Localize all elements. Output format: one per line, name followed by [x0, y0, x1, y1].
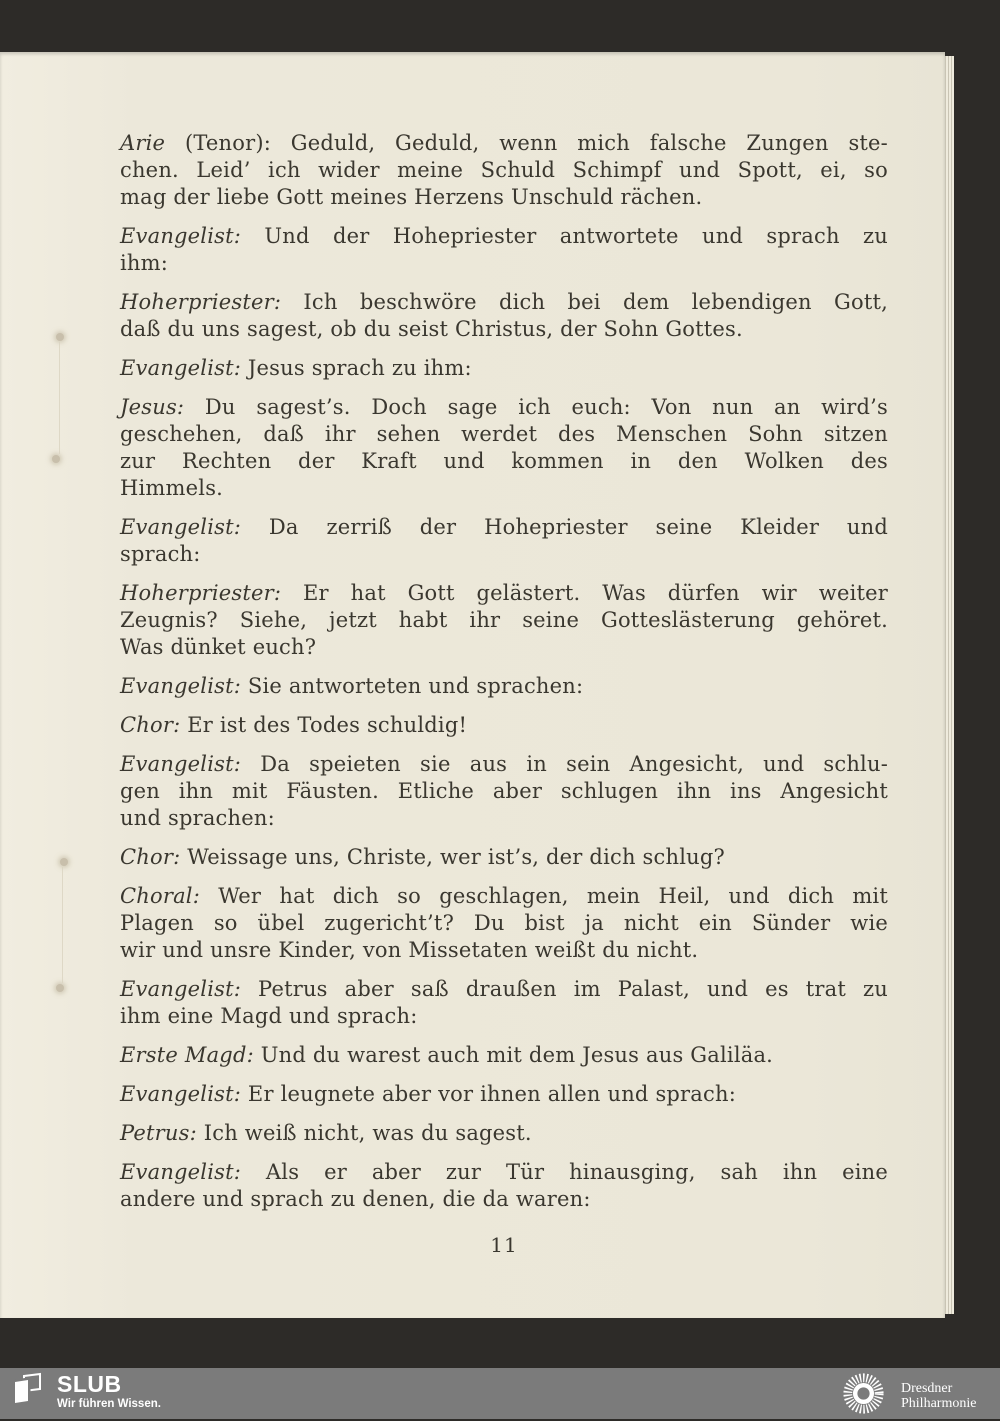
text-line: Evangelist: Petrus aber saß draußen im Palast, und es trat zu	[120, 977, 888, 1001]
text-line: Chor: Weissage uns, Christe, wer ist’s, der dich schlug?	[120, 845, 725, 869]
text-line: Evangelist: Da speieten sie aus in sein Angesicht, und schlu-	[120, 752, 888, 776]
text-line: Evangelist: Als er aber zur Tür hinausging, sah ihn eine	[120, 1160, 888, 1184]
text-line: Jesus: Du sagest’s. Doch sage ich euch: Von nun an wird’s	[120, 395, 888, 419]
text-line: gen ihn mit Fäusten. Etliche aber schlugen ihn ins Angesicht	[120, 779, 888, 803]
paragraph	[120, 976, 888, 1030]
speaker-label: Chor:	[120, 845, 181, 869]
binding-thread	[59, 342, 60, 454]
text-line: Choral: Wer hat dich so geschlagen, mein Heil, und dich mit	[120, 884, 888, 908]
text-line: wir und unsre Kinder, von Missetaten weißt du nicht.	[120, 938, 699, 962]
philharmonie-line2: Philharmonie	[901, 1395, 977, 1411]
slub-tagline: Wir führen Wissen.	[57, 1398, 161, 1410]
paragraph	[120, 289, 888, 343]
speaker-label: Choral:	[120, 884, 200, 908]
speaker-label: Evangelist:	[120, 977, 242, 1001]
paragraph	[120, 1081, 888, 1108]
text-line: Zeugnis? Siehe, jetzt habt ihr seine Gotteslästerung gehöret.	[120, 608, 888, 632]
paragraph	[120, 1159, 888, 1213]
text-line: daß du uns sagest, ob du seist Christus, der Sohn Gottes.	[120, 317, 743, 341]
paragraph	[120, 1042, 888, 1069]
text-line: chen. Leid’ ich wider meine Schuld Schimpf und Spott, ei, so	[120, 158, 888, 182]
text-line: zur Rechten der Kraft und kommen in den Wolken des	[120, 449, 888, 473]
paragraph	[120, 673, 888, 700]
binding-stitch-mark	[56, 333, 64, 341]
text-line: Hoherpriester: Er hat Gott gelästert. Was dürfen wir weiter	[120, 581, 888, 605]
philharmonie-line1: Dresdner	[901, 1380, 953, 1396]
binding-stitch-mark	[60, 858, 68, 866]
speaker-label: Evangelist:	[120, 752, 242, 776]
text-line: Evangelist: Jesus sprach zu ihm:	[120, 356, 472, 380]
paragraph	[120, 1120, 888, 1147]
speaker-voice: (Tenor):	[165, 131, 272, 155]
page-edge-stack	[945, 56, 954, 1314]
text-line: Erste Magd: Und du warest auch mit dem Jesus aus Galiläa.	[120, 1043, 774, 1067]
speaker-label: Evangelist:	[120, 515, 242, 539]
text-line: Evangelist: Da zerriß der Hohepriester seine Kleider und	[120, 515, 888, 539]
text-line: Hoherpriester: Ich beschwöre dich bei dem lebendigen Gott,	[120, 290, 888, 314]
text-line: Chor: Er ist des Todes schuldig!	[120, 713, 468, 737]
paragraph	[120, 844, 888, 871]
speaker-label: Evangelist:	[120, 674, 242, 698]
paragraph	[120, 130, 888, 211]
footer-brand-bar	[0, 1368, 1000, 1419]
open-book-icon	[13, 1372, 41, 1410]
text-line: andere und sprach zu denen, die da waren:	[120, 1187, 591, 1211]
libretto-text	[120, 130, 888, 1225]
text-line: und sprachen:	[120, 806, 275, 830]
page-number: 11	[490, 1233, 518, 1257]
text-line: Evangelist: Und der Hohepriester antwortete und sprach zu	[120, 224, 888, 248]
speaker-label: Hoherpriester:	[120, 581, 282, 605]
text-line: Was dünket euch?	[120, 635, 317, 659]
paragraph	[120, 514, 888, 568]
paragraph	[120, 580, 888, 661]
text-line: ihm:	[120, 251, 169, 275]
paragraph	[120, 394, 888, 502]
text-line: Evangelist: Sie antworteten und sprachen:	[120, 674, 584, 698]
speaker-label: Chor:	[120, 713, 181, 737]
text-line: Himmels.	[120, 476, 224, 500]
paragraph	[120, 355, 888, 382]
scanned-page	[0, 52, 945, 1318]
text-line: mag der liebe Gott meines Herzens Unschuld rächen.	[120, 185, 703, 209]
binding-stitch-mark	[52, 455, 60, 463]
speaker-label: Evangelist:	[120, 1160, 242, 1184]
speaker-label: Erste Magd:	[120, 1043, 254, 1067]
text-line: Petrus: Ich weiß nicht, was du sagest.	[120, 1121, 532, 1145]
paragraph	[120, 712, 888, 739]
starburst-icon	[840, 1370, 887, 1421]
text-line: Evangelist: Er leugnete aber vor ihnen allen und sprach:	[120, 1082, 736, 1106]
text-line: Arie (Tenor): Geduld, Geduld, wenn mich falsche Zungen ste-	[120, 131, 888, 155]
speaker-label: Evangelist:	[120, 356, 242, 380]
speaker-label: Evangelist:	[120, 1082, 242, 1106]
slub-logo	[13, 1372, 161, 1411]
text-line: sprach:	[120, 542, 201, 566]
speaker-label: Jesus:	[120, 395, 185, 419]
speaker-label: Evangelist:	[120, 224, 242, 248]
text-line: Plagen so übel zugericht’t? Du bist ja nicht ein Sünder wie	[120, 911, 888, 935]
paragraph	[120, 223, 888, 277]
binding-thread	[62, 867, 63, 983]
speaker-label: Hoherpriester:	[120, 290, 282, 314]
paragraph	[120, 751, 888, 832]
philharmonie-logo	[840, 1370, 976, 1421]
paragraph	[120, 883, 888, 964]
slub-wordmark: SLUB	[57, 1371, 122, 1397]
text-line: ihm eine Magd und sprach:	[120, 1004, 418, 1028]
binding-stitch-mark	[56, 984, 64, 992]
text-line: geschehen, daß ihr sehen werdet des Menschen Sohn sitzen	[120, 422, 888, 446]
speaker-label: Arie	[120, 131, 166, 155]
speaker-label: Petrus:	[120, 1121, 197, 1145]
